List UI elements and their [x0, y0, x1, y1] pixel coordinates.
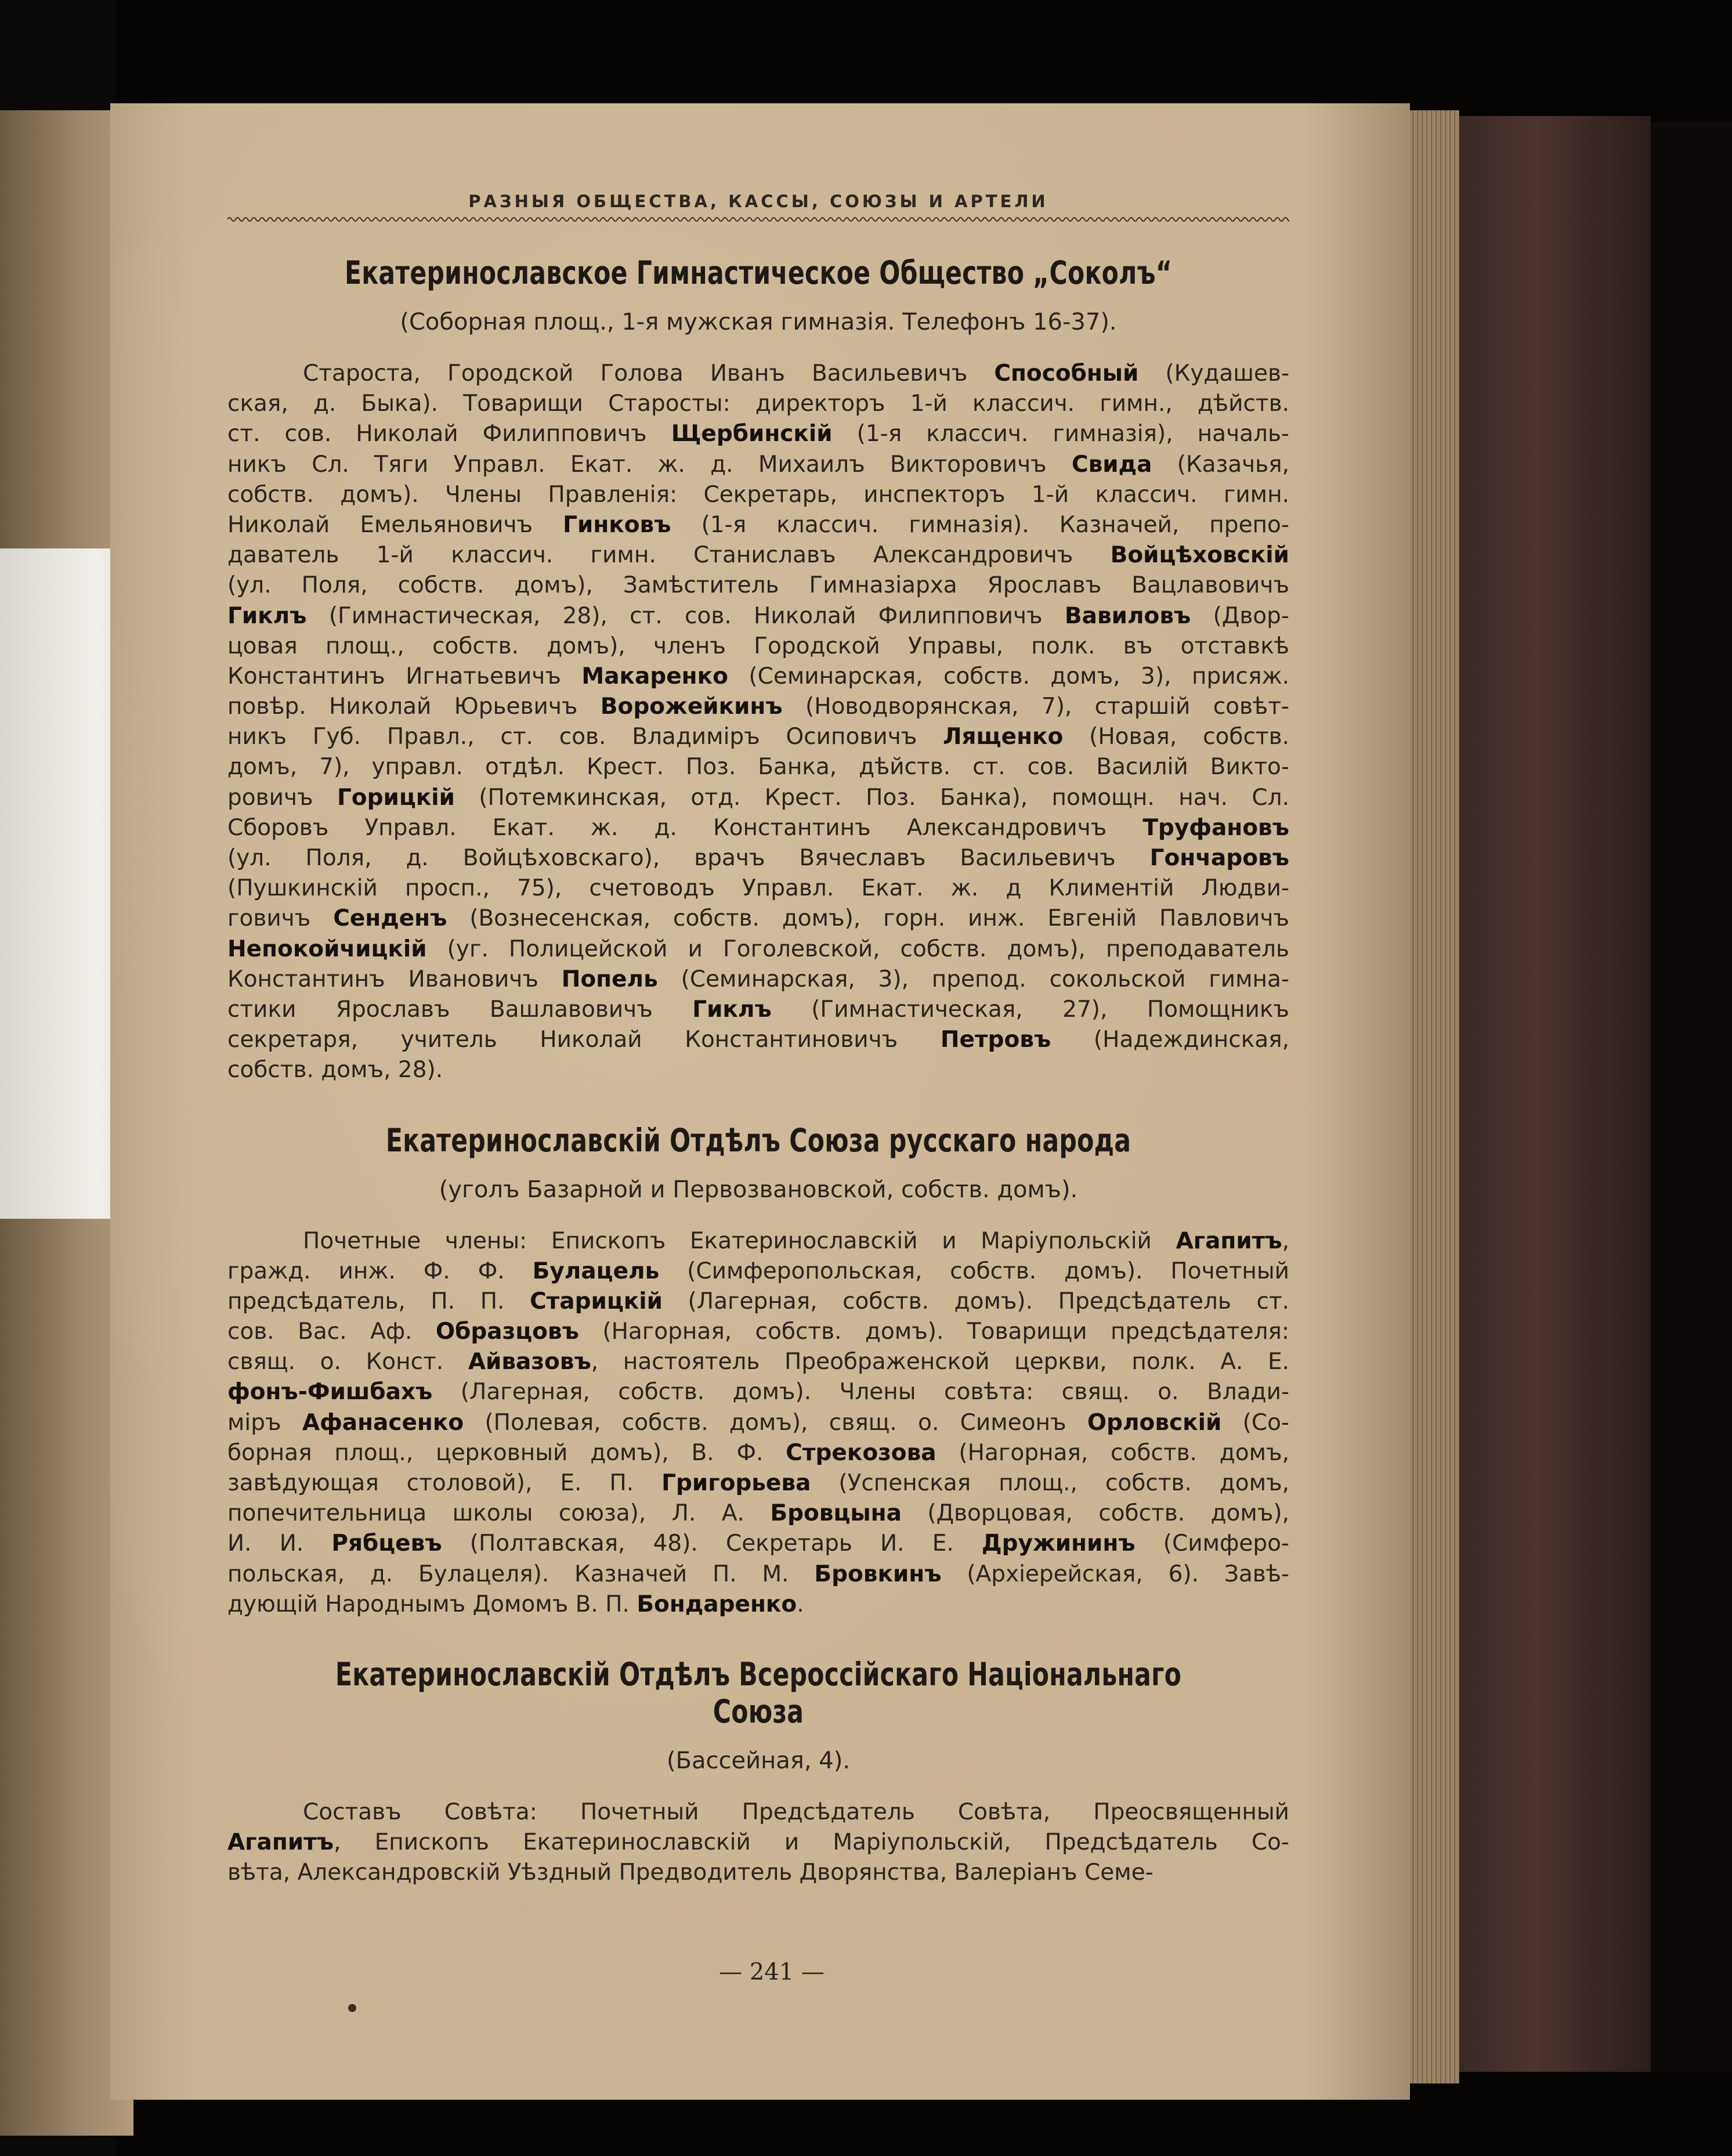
text-span: (Полевая, собств. домъ), свящ. о. Симеонъ: [464, 1409, 1087, 1436]
text-span: (1-я классич. гимназія), началь-: [832, 421, 1289, 447]
surname: Гинковъ: [563, 511, 671, 538]
text-line: [227, 1317, 1289, 1347]
text-span: завѣдующая столовой), Е. П.: [227, 1470, 662, 1496]
surname: Макаренко: [581, 663, 728, 689]
text-span: борная площ., церковный домъ), В. Ф.: [227, 1439, 786, 1466]
text-line: [227, 631, 1289, 662]
surname: Попель: [561, 966, 658, 992]
surname: Непокойчицкій: [227, 936, 427, 962]
surname: Орловскій: [1087, 1409, 1222, 1436]
text-span: польская, д. Булацеля). Казначей П. М.: [227, 1561, 815, 1587]
text-span: Николай Емельяновичъ: [227, 511, 563, 538]
text-line: [227, 359, 1289, 389]
text-line: [227, 1529, 1289, 1559]
text-span: (ул. Поля, д. Войцѣховскаго), врачъ Вячеславъ Васильевичъ: [227, 845, 1150, 871]
text-line: [227, 450, 1289, 480]
text-line: [227, 1055, 1289, 1085]
section-address: (Соборная площ., 1-я мужская гимназія. Телефонъ 16-37).: [400, 309, 1117, 335]
text-line: [227, 1287, 1289, 1317]
surname: Петровъ: [940, 1027, 1051, 1053]
text-span: секретаря, учитель Николай Константиновичъ: [227, 1027, 941, 1053]
book-cover-edge: [1459, 116, 1651, 2072]
text-span: (Успенская площ., собств. домъ,: [811, 1470, 1289, 1496]
text-span: свящ. о. Конст.: [227, 1349, 468, 1375]
text-span: (уг. Полицейской и Гоголевской, собств. домъ), преподаватель: [426, 936, 1289, 962]
text-span: Почетные члены: Епископъ Екатеринославскій и Маріупольскій: [303, 1227, 1176, 1254]
text-line: [227, 1498, 1289, 1529]
section-address: (уголъ Базарной и Первозвановской, собств. домъ).: [439, 1176, 1078, 1203]
text-line: [227, 813, 1289, 843]
text-span: (Потемкинская, отд. Крест. Поз. Банка), помощн. нач. Сл.: [454, 784, 1289, 811]
surname: Григорьева: [661, 1470, 811, 1496]
text-span: міръ: [227, 1409, 302, 1436]
text-span: (1-я классич. гимназія). Казначей, препо-: [671, 511, 1289, 538]
text-span: гражд. инж. Ф. Ф.: [227, 1258, 533, 1284]
text-span: (Лагерная, собств. домъ). Предсѣдатель ст.: [662, 1288, 1289, 1314]
section-national-union: [227, 1656, 1289, 1888]
text-span: (Двор-: [1191, 602, 1289, 629]
text-span: Составъ Совѣта: Почетный Предсѣдатель Совѣта, Преосвященный: [303, 1799, 1289, 1825]
text-span: Константинъ Игнатьевичъ: [227, 663, 582, 689]
text-line: [227, 873, 1289, 904]
text-line: [227, 389, 1289, 419]
page-number: — 241 —: [719, 1959, 825, 1985]
text-line: [227, 570, 1289, 601]
text-span: никъ Сл. Тяги Управл. Екат. ж. д. Михаилъ Викторовичъ: [227, 451, 1072, 478]
surname: Труфановъ: [1142, 814, 1289, 841]
text-line: [227, 934, 1289, 965]
section-body: [227, 1226, 1289, 1620]
text-span: (Со-: [1221, 1409, 1289, 1436]
text-span: (Дворцовая, собств. домъ),: [901, 1500, 1289, 1527]
text-span: , Епископъ Екатеринославскій и Маріупольскій, Предсѣдатель Со-: [334, 1829, 1289, 1856]
text-span: собств. домъ). Члены Правленія: Секретарь, инспекторъ 1-й классич. гимн.: [227, 481, 1289, 508]
text-line: [227, 965, 1289, 995]
surname: Агапитъ: [1176, 1227, 1282, 1254]
surname: Гиклъ: [692, 996, 772, 1023]
surname: Бровкинъ: [814, 1561, 942, 1587]
surname: Щербинскій: [671, 421, 833, 447]
surname: Агапитъ: [227, 1829, 334, 1856]
text-line: [227, 662, 1289, 692]
text-line: [227, 1025, 1289, 1055]
surname: Стрекозова: [786, 1439, 936, 1466]
section-address: (Бассейная, 4).: [666, 1747, 851, 1774]
text-line: [227, 1468, 1289, 1498]
text-span: ская, д. Быка). Товарищи Старосты: директоръ 1-й классич. гимн., дѣйств.: [227, 391, 1289, 417]
text-span: ,: [1282, 1227, 1289, 1254]
text-span: ст. сов. Николай Филипповичъ: [227, 421, 671, 447]
text-span: (Семинарская, собств. домъ, 3), присяж.: [728, 663, 1289, 689]
text-span: (Семинарская, 3), препод. сокольской гимна-: [657, 966, 1289, 992]
text-span: (Полтавская, 48). Секретарь И. Е.: [442, 1530, 982, 1557]
section-body: [227, 1797, 1289, 1888]
surname: Бровцына: [770, 1500, 902, 1527]
section-title: Екатеринославскій Отдѣлъ Союза русскаго народа: [385, 1121, 1131, 1159]
text-line: [227, 995, 1289, 1025]
text-span: , настоятель Преображенской церкви, полк. А. Е.: [591, 1349, 1289, 1375]
ink-spot: [348, 2004, 356, 2012]
text-span: цовая площ., собств. домъ), членъ Городской Управы, полк. въ отставкѣ: [227, 633, 1289, 659]
surname: Образцовъ: [435, 1319, 579, 1345]
text-span: (Казачья,: [1152, 451, 1289, 478]
text-line: [227, 904, 1289, 934]
text-line: [227, 843, 1289, 873]
surname: Булацель: [532, 1258, 660, 1284]
surname: Старицкій: [530, 1288, 663, 1314]
text-span: (Пушкинскій просп., 75), счетоводъ Управл. Екат. ж. д Климентій Людви-: [227, 875, 1289, 902]
text-span: домъ, 7), управл. отдѣл. Крест. Поз. Банка, дѣйств. ст. сов. Василій Викто-: [227, 754, 1289, 781]
text-line: [227, 783, 1289, 813]
text-line: [227, 752, 1289, 782]
section-title: Екатеринославскій Отдѣлъ Всероссійскаго Національнаго Союза: [335, 1655, 1182, 1730]
text-line: [227, 1797, 1289, 1828]
page-content: [227, 192, 1289, 1888]
text-span: (Надеждинская,: [1051, 1027, 1289, 1053]
text-line: [227, 692, 1289, 722]
text-span: (Нагорная, собств. домъ). Товарищи предсѣдателя:: [578, 1319, 1289, 1345]
section-title: Екатеринославское Гимнастическое Общество „Соколъ“: [344, 254, 1173, 291]
text-span: (Симферопольская, собств. домъ). Почетный: [659, 1258, 1289, 1284]
surname: Вавиловъ: [1064, 602, 1191, 629]
surname: Айвазовъ: [468, 1349, 591, 1375]
text-span: (Новая, собств.: [1063, 724, 1289, 750]
surname: Способный: [994, 360, 1139, 387]
text-span: Константинъ Ивановичъ: [227, 966, 562, 992]
text-span: (Лагерная, собств. домъ). Члены совѣта: свящ. о. Влади-: [432, 1379, 1289, 1406]
surname: Войцѣховскій: [1110, 542, 1289, 569]
running-head: РАЗНЫЯ ОБЩЕСТВА, КАССЫ, СОЮЗЫ И АРТЕЛИ: [468, 192, 1048, 211]
text-span: (Вознесенская, собств. домъ), горн. инж. Евгеній Павловичъ: [447, 905, 1289, 932]
text-span: (Гимнастическая, 27), Помощникъ: [771, 996, 1289, 1023]
surname: Афанасенко: [302, 1409, 464, 1436]
text-line: [227, 1438, 1289, 1468]
surname: Горицкій: [337, 784, 455, 811]
text-span: (Архіерейская, 6). Завѣ-: [941, 1561, 1289, 1587]
text-line: [227, 1828, 1289, 1858]
text-line: [227, 1590, 1289, 1620]
text-span: стики Ярославъ Вашлавовичъ: [227, 996, 693, 1023]
text-line: [227, 722, 1289, 752]
text-line: [227, 601, 1289, 631]
surname: Сенденъ: [333, 905, 447, 932]
header-rule: [227, 215, 1289, 224]
text-span: (Гимнастическая, 28), ст. сов. Николай Филипповичъ: [306, 602, 1065, 629]
text-line: [227, 1858, 1289, 1888]
text-span: И. И.: [227, 1530, 332, 1557]
cover-shadow: [1651, 122, 1732, 2072]
text-span: дующій Народнымъ Домомъ В. П.: [227, 1591, 637, 1617]
text-span: Староста, Городской Голова Иванъ Васильевичъ: [303, 360, 995, 387]
text-line: [227, 419, 1289, 449]
surname: Гончаровъ: [1149, 845, 1289, 871]
text-span: ровичъ: [227, 784, 337, 811]
surname: Свида: [1071, 451, 1152, 478]
text-line: [227, 1408, 1289, 1438]
surname: Рябцевъ: [331, 1530, 442, 1557]
text-line: [227, 510, 1289, 540]
text-span: попечительница школы союза), Л. А.: [227, 1500, 771, 1527]
text-line: [227, 1226, 1289, 1256]
text-span: говичъ: [227, 905, 334, 932]
section-body: [227, 359, 1289, 1086]
text-span: Сборовъ Управл. Екат. ж. д. Константинъ Александровичъ: [227, 814, 1143, 841]
text-span: (ул. Поля, собств. домъ), Замѣститель Гимназіарха Ярославъ Вацлавовичъ: [227, 572, 1289, 599]
section-union-russian-people: [227, 1122, 1289, 1620]
text-line: [227, 1347, 1289, 1377]
text-span: вѣта, Александровскій Уѣздный Предводитель Дворянства, Валеріанъ Семе-: [227, 1859, 1154, 1886]
text-line: [227, 1559, 1289, 1590]
text-span: (Нагорная, собств. домъ,: [936, 1439, 1289, 1466]
text-span: (Кудашев-: [1138, 360, 1289, 387]
page-stack-edge: [1410, 110, 1459, 2083]
text-line: [227, 1256, 1289, 1287]
text-span: даватель 1-й классич. гимн. Станиславъ Александровичъ: [227, 542, 1111, 569]
text-span: предсѣдатель, П. П.: [227, 1288, 530, 1314]
surname: Бондаренко: [637, 1591, 797, 1617]
text-span: (Новодворянская, 7), старшій совѣт-: [782, 694, 1289, 720]
text-span: сов. Вас. Аф.: [227, 1319, 436, 1345]
text-line: [227, 540, 1289, 570]
surname: Ворожейкинъ: [600, 694, 783, 720]
surname: Гиклъ: [227, 602, 307, 629]
text-span: никъ Губ. Правл., ст. сов. Владиміръ Осиповичъ: [227, 724, 943, 750]
text-span: .: [797, 1591, 804, 1617]
surname: фонъ-Фишбахъ: [227, 1379, 433, 1406]
section-sokol: [227, 254, 1289, 1086]
text-span: (Симферо-: [1135, 1530, 1289, 1557]
surname: Лященко: [943, 724, 1064, 750]
surname: Дружининъ: [981, 1530, 1136, 1557]
text-line: [227, 480, 1289, 510]
text-line: [227, 1377, 1289, 1407]
text-span: собств. домъ, 28).: [227, 1057, 443, 1084]
text-span: повѣр. Николай Юрьевичъ: [227, 694, 601, 720]
